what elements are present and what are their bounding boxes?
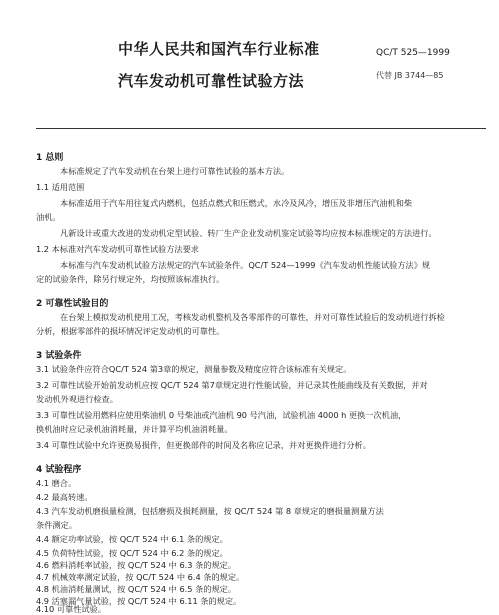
- list-item: 4.9 活塞漏气量试验，按 QC/T 524 中 6.11 条的规定。: [36, 596, 242, 606]
- section-3-title: 3 试验条件: [36, 351, 82, 361]
- paragraph: 本标准适用于汽车用往复式内燃机，包括点燃式和压燃式，水冷及风冷，增压及非增压汽油机和柴: [60, 198, 413, 208]
- list-item: 4.8 机油消耗量测试，按 QC/T 524 中 6.5 条的规定。: [36, 584, 237, 594]
- paragraph: 油机。: [36, 212, 61, 222]
- header-divider: [36, 128, 486, 129]
- paragraph: 在台架上模拟发动机使用工况，考核发动机整机及各零部件的可靠性，并对可靠性试验后的发动机进行拆检: [60, 312, 445, 322]
- section-2-title: 2 可靠性试验目的: [36, 299, 109, 309]
- standard-title: 中华人民共和国汽车行业标准: [118, 40, 320, 58]
- list-item: 4.2 最高转速。: [36, 492, 93, 502]
- paragraph: 定的试验条件，除另行规定外，均按照该标准执行。: [36, 274, 225, 284]
- list-item: 条件测定。: [36, 520, 77, 530]
- list-item: 4.6 燃料消耗率试验，按 QC/T 524 中 6.3 条的规定。: [36, 560, 237, 570]
- list-item: 4.10 可靠性试验。: [36, 604, 106, 614]
- list-item: 4.3 汽车发动机磨损量检测，包括磨损及损耗测量，按 QC/T 524 第 8 章规定的磨损量测量方法: [36, 506, 384, 516]
- paragraph: 3.3 可靠性试验用燃料应使用柴油机 0 号柴油或汽油机 90 号汽油，试验机油 4000 h 更换一次机油，: [36, 410, 407, 420]
- list-item: 4.1 磨合。: [36, 478, 77, 488]
- paragraph: 换机油时应记录机油消耗量，并计算平均机油消耗量。: [36, 424, 233, 434]
- standard-code: QC/T 525—1999: [376, 48, 450, 58]
- paragraph: 3.1 试验条件应符合QC/T 524 第3章的规定，测量参数及精度应符合该标准有关规定。: [36, 364, 352, 374]
- paragraph: 本标准与汽车发动机试验方法规定的汽车试验条件。QC/T 524—1999《汽车发动机性能试验方法》规: [60, 260, 431, 270]
- subsection-title: 1.1 适用范围: [36, 182, 85, 192]
- paragraph: 本标准规定了汽车发动机在台架上进行可靠性试验的基本方法。: [60, 166, 290, 176]
- section-4-title: 4 试验程序: [36, 465, 82, 475]
- subsection-title: 1.2 本标准对汽车发动机可靠性试验方法要求: [36, 244, 199, 254]
- document-title: 汽车发动机可靠性试验方法: [118, 72, 305, 90]
- replaces-label: 代替 JB 3744—85: [376, 71, 444, 80]
- list-item: 4.7 机械效率测定试验，按 QC/T 524 中 6.4 条的规定。: [36, 572, 245, 582]
- list-item: 4.4 额定功率试验，按 QC/T 524 中 6.1 条的规定。: [36, 534, 228, 544]
- paragraph: 3.2 可靠性试验开始前发动机应按 QC/T 524 第7章规定进行性能试验，并记录其性能曲线及有关数据，并对: [36, 380, 428, 390]
- section-1-title: 1 总则: [36, 153, 64, 163]
- paragraph: 分析，根据零部件的损坏情况评定发动机的可靠性。: [36, 326, 225, 336]
- paragraph: 3.4 可靠性试验中允许更换易损件，但更换部件的时间及名称应记录，并对更换件进行分析。: [36, 440, 371, 450]
- list-item: 4.5 负荷特性试验，按 QC/T 524 中 6.2 条的规定。: [36, 548, 228, 558]
- paragraph: 凡新设计或重大改进的发动机定型试验、转厂生产企业发动机鉴定试验等均应按本标准规定的方法进行。: [60, 228, 437, 238]
- paragraph: 发动机外观进行检查。: [36, 394, 118, 404]
